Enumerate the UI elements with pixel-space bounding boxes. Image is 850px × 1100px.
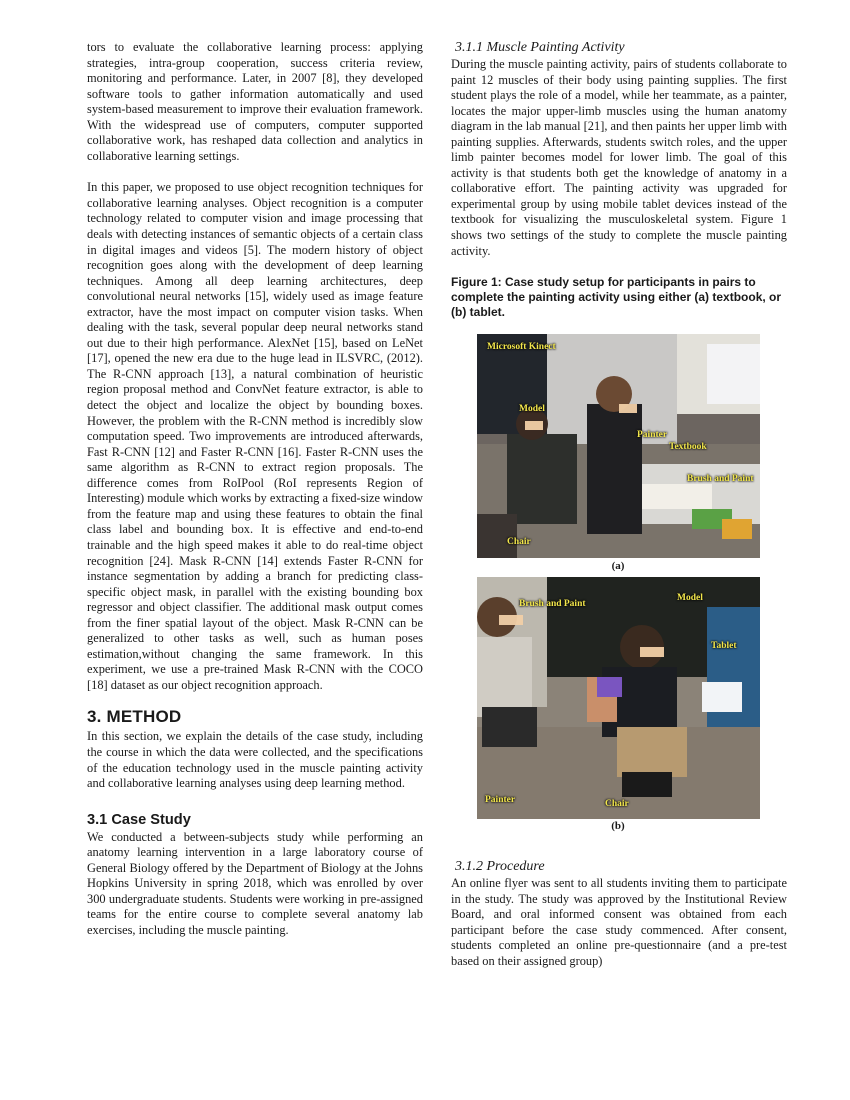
label-painter-b: Painter <box>485 795 516 805</box>
right-column <box>451 40 787 320</box>
intro-paragraph-continued: tors to evaluate the collaborative learning process: applying strategies, intra-group cooperation, success criteria review, monitoring and performance. Later, in 2007 [8], they developed software tools to gather information automatically and used system-based measurement to improve their evaluation framework. With the widespread use of computers, computer supported collaborative work, has reshaped data collection and analytics in collaborative learning settings. <box>87 40 423 163</box>
label-textbook: Textbook <box>669 442 707 452</box>
section-3-1-heading: 3.1 Case Study <box>87 811 191 828</box>
label-model-b: Model <box>677 593 703 603</box>
face-blur-painter-b <box>499 615 523 625</box>
label-painter: Painter <box>637 430 668 440</box>
figure-1b-sublabel: (b) <box>611 820 625 832</box>
label-brush-and-paint-b: Brush and Paint <box>519 599 586 609</box>
figure-1b-image <box>477 577 760 819</box>
label-model: Model <box>519 404 545 414</box>
label-microsoft-kinect: Microsoft Kinect <box>487 342 556 352</box>
figure-1a-sublabel: (a) <box>611 560 625 572</box>
label-chair-b: Chair <box>605 799 629 809</box>
figure-1b-photo <box>477 577 760 819</box>
section-3-heading: 3. METHOD <box>87 707 182 727</box>
label-tablet: Tablet <box>711 641 737 651</box>
label-brush-and-paint: Brush and Paint <box>687 474 754 484</box>
section-3-1-1-heading: 3.1.1 Muscle Painting Activity <box>455 40 625 55</box>
figure-1-caption: Figure 1: Case study setup for participants in pairs to complete the painting activity using either (a) textbook, or (b) tablet. <box>451 275 782 320</box>
face-blur-model <box>525 421 543 430</box>
section-3-1-2-text: An online flyer was sent to all students inviting them to participate in the study. The study was approved by the Institutional Review Board, and oral informed consent was obtained from each participant before the case study commenced. After consent, students completed an online pre-questionnaire (and a pre-test based on their assigned group) <box>451 876 787 968</box>
figure-1a-photo <box>477 334 760 558</box>
section-3-text: In this section, we explain the details of the case study, including the course in which the data were collected, and the specifications of the education technology used in the muscle painting activity and collaborative learning analyses using deep learning method. <box>87 729 423 791</box>
section-3-1-1-text: During the muscle painting activity, pairs of students collaborate to paint 12 muscles of their body using painting supplies. The first student plays the role of a model, while her teammate, as a painter, locates the major upper-limb muscles using the human anatomy diagram in the lab manual [21], and then paints her upper limb with painting supplies. Afterwards, students switch roles, and the upper limb painter becomes model for lower limb. The goal of this activity is that students both get the knowledge of anatomy in a collaborative effort. The painting activity was upgraded for experimental group by using mobile tablet devices instead of the textbook for visualizing the musculoskeletal system. Figure 1 shows two settings of the study to complete the muscle painting activity. <box>451 57 787 258</box>
face-blur-painter <box>619 404 637 413</box>
face-blur-model-b <box>640 647 664 657</box>
left-column <box>87 40 423 938</box>
section-3-1-2-heading: 3.1.2 Procedure <box>455 859 545 874</box>
section-3-1-text: We conducted a between-subjects study while performing an anatomy learning intervention in a large laboratory course of General Biology offered by the Department of Biology at the Johns Hopkins University in spring 2018, which was enrolled by over 300 undergraduate students. Students were working in pre-assigned teams for the entire course to complete several anatomy lab exercises, including the muscle painting. <box>87 829 423 937</box>
right-column-bottom <box>451 859 787 969</box>
figure-1a-image <box>477 334 760 558</box>
object-recognition-paragraph: In this paper, we proposed to use object recognition techniques for collaborative learning analyses. Object recognition is a computer technology related to computer vision and image processing that deals with detecting instances of semantic objects of a certain class in digital images and videos [5]. The modern history of object recognition goes along with the development of deep learning techniques. Among all deep learning architectures, deep convolutional neural networks [15], widely used as image feature extractor, have the most impact on computer vision tasks. When dealing with the task, several popular deep neural networks stand out due to their high performance. AlexNet [15], based on LeNet [17], opened the new era due to the huge lead in ILSVRC, (2012). The R-CNN approach [13], a natural combination of heuristic region proposal method and ConvNet feature extractor, is able to detect the object and localize the object by bounding boxes. However, the problem with the R-CNN method is incredibly slow computation speed. Two improvements are introduced afterwards, Fast R-CNN [12] and Faster R-CNN [16]. Faster R-CNN uses the same algorithm as R-CNN to extract region proposals. The difference comes from RoIPool (RoI represents Region of Interesting) module which works by extracting a fixed-size window from the feature map and using these features to obtain the final class label and bounding box. It is effective and end-to-end trainable and the high speed makes it able to do real-time object recognition [24]. Mask R-CNN [14] extends Faster R-CNN for instance segmentation by adding a branch for predicting class-specific object mask, in parallel with the existing bounding box regressor and object classifier. The additional mask output comes from the finer spatial layout of the object. Mask R-CNN can be generalized to other tasks as well, such as human poses estimation,without changing the same framework. In this experiment, we use a pre-trained Mask R-CNN with the COCO [18] dataset as our object recognition approach. <box>87 180 423 692</box>
label-chair: Chair <box>507 537 531 547</box>
